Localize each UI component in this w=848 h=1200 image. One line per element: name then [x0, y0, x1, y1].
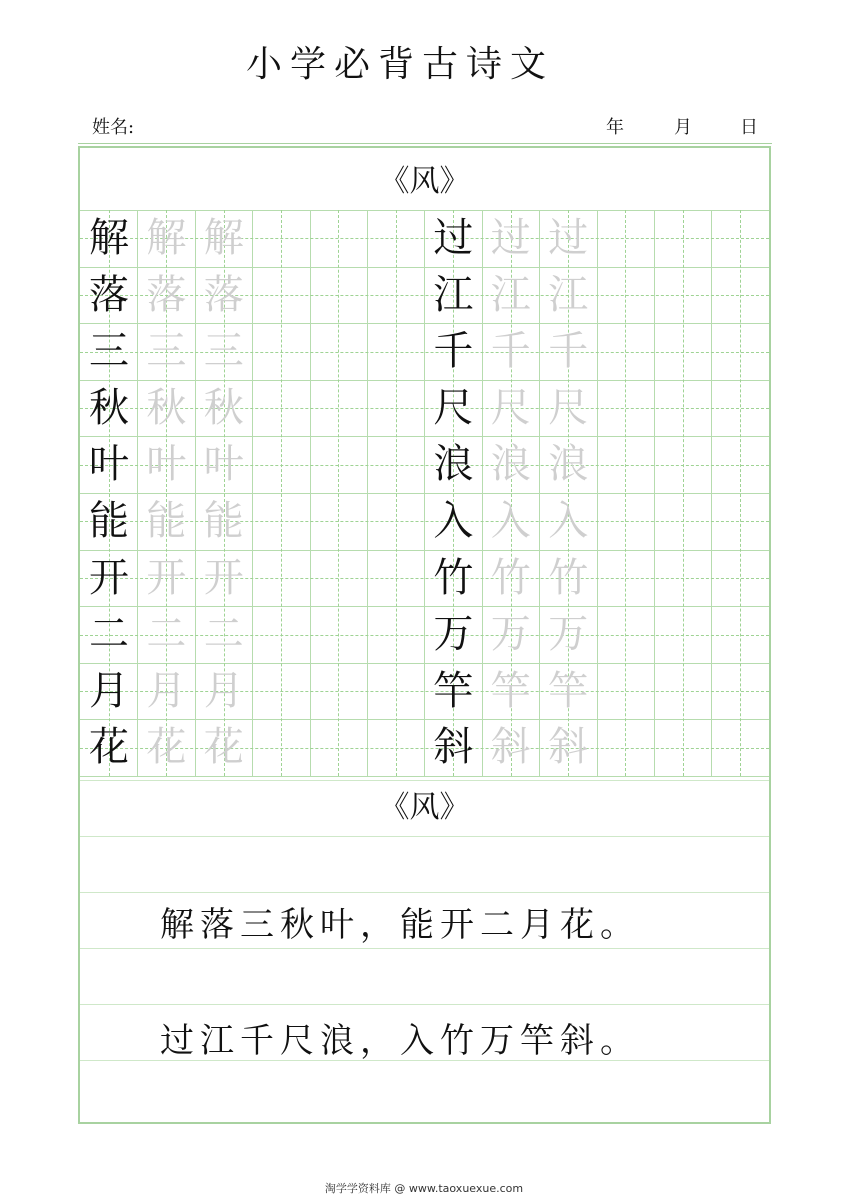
trace-character: 花: [203, 724, 244, 771]
model-character: 千: [433, 328, 474, 375]
model-character: 竿: [433, 667, 474, 714]
trace-character: 浪: [548, 441, 589, 488]
model-character: 秋: [89, 384, 129, 431]
trace-character: 竹: [490, 554, 531, 601]
model-character: 入: [433, 498, 474, 544]
trace-character: 江: [490, 271, 531, 318]
trace-character: 过: [490, 215, 531, 261]
model-character: 解: [89, 215, 129, 261]
trace-character: 叶: [146, 441, 187, 488]
trace-character: 花: [146, 724, 187, 771]
poem-line-2: 过江千尺浪，入竹万竿斜。: [160, 1021, 640, 1061]
trace-character: 万: [490, 611, 531, 658]
trace-character: 月: [203, 667, 244, 714]
trace-character: 三: [203, 328, 244, 375]
trace-character: 斜: [548, 724, 589, 771]
trace-character: 竿: [490, 667, 531, 714]
trace-character: 入: [548, 498, 589, 544]
model-character: 竹: [433, 554, 474, 601]
writing-rule: [80, 780, 769, 781]
trace-character: 解: [203, 215, 244, 261]
poem-title: 《风》: [379, 164, 470, 199]
trace-character: 月: [146, 667, 187, 714]
writing-rule: [80, 892, 769, 893]
trace-character: 三: [146, 328, 187, 375]
trace-character: 二: [146, 611, 187, 658]
model-character: 江: [433, 271, 474, 318]
trace-character: 能: [146, 498, 187, 544]
trace-character: 尺: [548, 384, 589, 431]
trace-character: 开: [146, 554, 187, 601]
model-character: 落: [89, 271, 129, 318]
model-character: 浪: [433, 441, 474, 488]
model-character: 能: [89, 498, 129, 544]
trace-character: 秋: [146, 384, 187, 431]
trace-character: 千: [548, 328, 589, 375]
name-label: 姓名:: [92, 117, 135, 138]
trace-character: 落: [146, 271, 187, 318]
model-character: 三: [89, 328, 129, 375]
trace-character: 解: [146, 215, 187, 261]
trace-character: 尺: [490, 384, 531, 431]
model-character: 万: [433, 611, 474, 658]
trace-character: 浪: [490, 441, 531, 488]
trace-character: 千: [490, 328, 531, 375]
year-label: 年: [606, 117, 624, 138]
model-character: 花: [89, 724, 129, 771]
model-character: 开: [89, 554, 129, 601]
trace-character: 江: [548, 271, 589, 318]
month-label: 月: [674, 117, 692, 138]
model-character: 月: [89, 667, 129, 714]
model-character: 二: [89, 611, 129, 658]
model-character: 尺: [433, 384, 474, 431]
day-label: 日: [740, 117, 758, 138]
recite-title: 《风》: [379, 790, 470, 825]
trace-character: 竹: [548, 554, 589, 601]
trace-character: 竿: [548, 667, 589, 714]
trace-character: 秋: [203, 384, 244, 431]
trace-character: 二: [203, 611, 244, 658]
header-rule: [78, 143, 772, 144]
trace-character: 开: [203, 554, 244, 601]
model-character: 叶: [89, 441, 129, 488]
grid-row-line: [80, 776, 769, 777]
trace-character: 能: [203, 498, 244, 544]
page-title: 小学必背古诗文: [245, 44, 554, 85]
model-character: 斜: [433, 724, 474, 771]
trace-character: 斜: [490, 724, 531, 771]
poem-line-1: 解落三秋叶，能开二月花。: [160, 905, 640, 945]
trace-character: 叶: [203, 441, 244, 488]
writing-rule: [80, 1004, 769, 1005]
trace-character: 万: [548, 611, 589, 658]
trace-character: 落: [203, 271, 244, 318]
practice-sheet: [78, 146, 771, 1124]
trace-character: 入: [490, 498, 531, 544]
footer-credit: 淘学学资料库 @ www.taoxuexue.com: [324, 1182, 524, 1195]
writing-rule: [80, 836, 769, 837]
model-character: 过: [433, 215, 474, 261]
trace-character: 过: [548, 215, 589, 261]
